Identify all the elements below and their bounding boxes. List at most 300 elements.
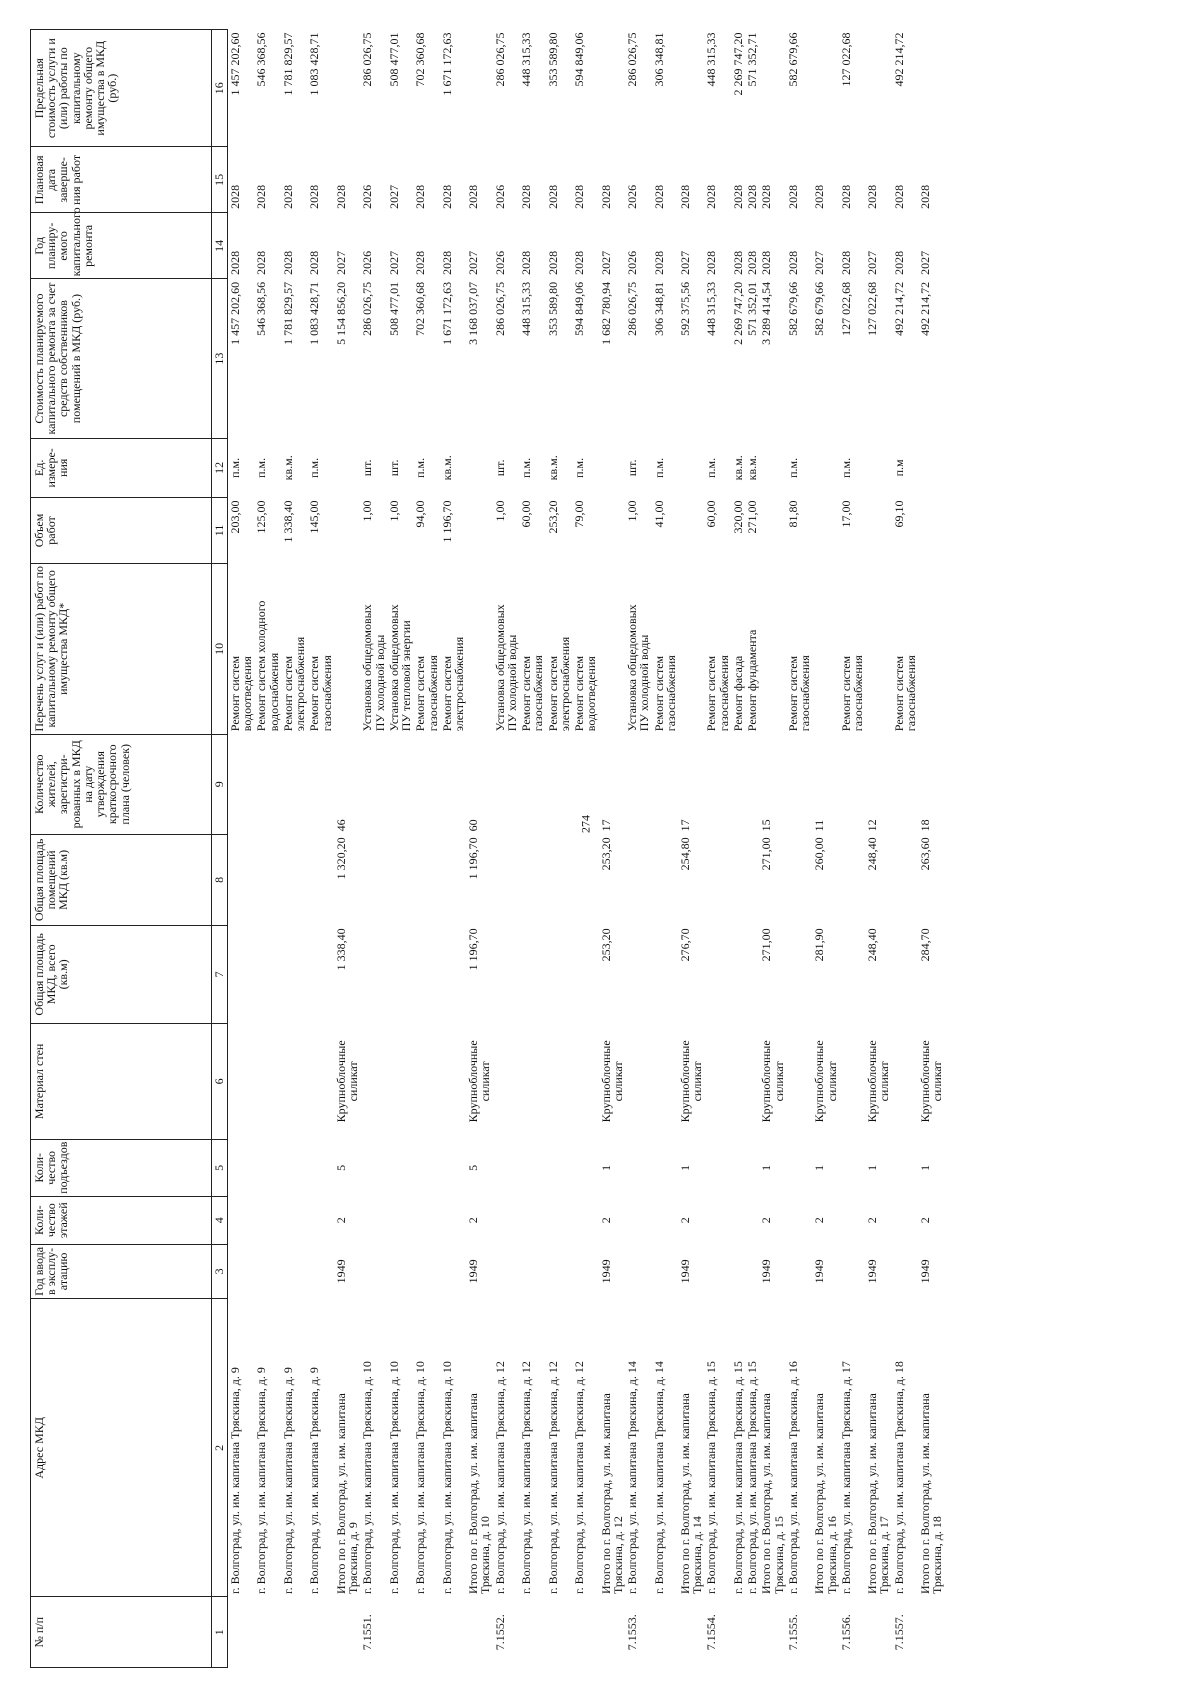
column-number-1: 1 <box>212 1597 228 1668</box>
cell-line: газоснабжения <box>903 655 918 732</box>
cell-line: Тряскина, д. 14 <box>690 1516 705 1594</box>
cell-c3 <box>625 1244 651 1299</box>
cell-c15: 2028 <box>785 184 800 209</box>
cell-c6 <box>918 1023 944 1139</box>
cell-c6 <box>745 1023 759 1139</box>
cell-c5: 1 <box>598 1164 613 1171</box>
cell-c1 <box>413 1597 439 1668</box>
cell-line: ПУ тепловой энергии <box>399 620 414 732</box>
cell-c8 <box>440 834 466 925</box>
cell-c16: 448 315,33 <box>704 32 719 87</box>
cell-line: г. Волгоград, ул. им. капитана Тряскина, д. 9 <box>254 1367 269 1594</box>
cell-c15: 2028 <box>651 184 666 209</box>
cell-c4 <box>625 1196 651 1244</box>
cell-c9 <box>281 734 307 834</box>
cell-c5: 1 <box>812 1164 827 1171</box>
cell-c16 <box>759 30 785 147</box>
cell-c5 <box>745 1139 759 1196</box>
cell-c1 <box>334 1597 360 1668</box>
cell-c6 <box>704 1023 730 1139</box>
cell-line: газоснабжения <box>531 655 546 732</box>
column-header-6: Материал стен <box>31 1023 212 1139</box>
column-number-3: 3 <box>212 1244 228 1299</box>
cell-c2 <box>254 1299 280 1597</box>
cell-c2 <box>387 1299 413 1597</box>
column-header-12: Ед. измере-ния <box>31 438 212 497</box>
cell-c12 <box>865 438 891 497</box>
table-row <box>413 30 439 1668</box>
cell-c11 <box>599 497 625 563</box>
cell-c14: 2028 <box>759 250 774 275</box>
cell-c15: 2028 <box>865 184 880 209</box>
cell-c1 <box>865 1597 891 1668</box>
cell-line: Ремонт систем <box>307 655 322 732</box>
cell-c15: 2028 <box>466 184 481 209</box>
cell-c3 <box>307 1244 333 1299</box>
cell-line: Итого по г. Волгоград, ул. им. капитана <box>812 1393 827 1594</box>
cell-line: Ремонт систем <box>439 655 454 732</box>
cell-line: г. Волгоград, ул. им. капитана Тряскина, д. 18 <box>891 1361 906 1594</box>
cell-c12: кв.м. <box>730 455 745 481</box>
cell-c7 <box>892 925 918 1023</box>
cell-line: газоснабжения <box>663 655 678 732</box>
cell-line: силикат <box>771 1061 786 1102</box>
cell-c6 <box>493 1023 519 1139</box>
cell-c15: 2028 <box>891 184 906 209</box>
cell-c4 <box>440 1196 466 1244</box>
cell-c6 <box>865 1023 891 1139</box>
cell-c1 <box>228 1597 255 1668</box>
cell-c4 <box>786 1196 812 1244</box>
cell-c9 <box>360 734 386 834</box>
cell-c5 <box>387 1139 413 1196</box>
cell-c5 <box>625 1139 651 1196</box>
cell-line: Крупноблочные <box>918 1040 933 1123</box>
cell-c8 <box>228 834 255 925</box>
cell-c7 <box>493 925 519 1023</box>
cell-c2 <box>678 1299 704 1597</box>
cell-c2 <box>786 1299 812 1597</box>
cell-c13: 546 368,56 <box>254 281 269 336</box>
cell-c14: 2028 <box>519 250 534 275</box>
cell-c1 <box>572 1597 598 1668</box>
cell-line: Установка общедомовых <box>492 604 507 732</box>
cell-line: ПУ холодной воды <box>372 634 387 732</box>
cell-c16 <box>865 30 891 147</box>
cell-c4 <box>652 1196 678 1244</box>
table-row <box>493 30 519 1668</box>
cell-c11: 81,80 <box>785 500 800 528</box>
table-row <box>228 30 255 1668</box>
column-header-15: Плановая дата заверше-ния работ <box>31 147 212 213</box>
cell-c14: 2027 <box>865 250 880 275</box>
cell-c14: 2027 <box>333 250 348 275</box>
cell-c13: 3 168 037,07 <box>466 281 481 345</box>
cell-c4: 2 <box>865 1217 880 1224</box>
cell-line: электроснабжения <box>451 636 466 732</box>
cell-c12: кв.м. <box>545 455 560 481</box>
cell-c9: 15 <box>759 819 774 832</box>
cell-c14: 2027 <box>677 250 692 275</box>
cell-line: г. Волгоград, ул. им. капитана Тряскина, д. 14 <box>651 1361 666 1594</box>
cell-c15: 2028 <box>519 184 534 209</box>
cell-c3: 1949 <box>466 1259 481 1284</box>
cell-c6 <box>281 1023 307 1139</box>
cell-c16: 286 026,75 <box>625 32 640 87</box>
cell-c14: 2026 <box>492 250 507 275</box>
cell-c1 <box>678 1597 704 1668</box>
cell-line: электроснабжения <box>293 636 308 732</box>
cell-c1 <box>519 1597 545 1668</box>
column-number-16: 16 <box>212 30 228 147</box>
cell-c8 <box>652 834 678 925</box>
column-number-6: 6 <box>212 1023 228 1139</box>
cell-c7 <box>572 925 598 1023</box>
header-row <box>31 30 212 1668</box>
cell-c7 <box>546 925 572 1023</box>
cell-c12: п.м <box>891 459 906 477</box>
table-row <box>307 30 333 1668</box>
cell-line: силикат <box>610 1061 625 1102</box>
cell-c10 <box>812 563 838 734</box>
cell-c7 <box>440 925 466 1023</box>
cell-c7 <box>413 925 439 1023</box>
cell-c14: 2028 <box>891 250 906 275</box>
cell-c2 <box>334 1299 360 1597</box>
cell-c14: 2028 <box>545 250 560 275</box>
table-row <box>546 30 572 1668</box>
cell-c10 <box>786 563 812 734</box>
cell-c13: 1 682 780,94 <box>598 281 613 345</box>
cell-c13: 1 083 428,71 <box>307 281 322 345</box>
cell-c7 <box>281 925 307 1023</box>
cell-c8 <box>493 834 519 925</box>
cell-line: ПУ холодной воды <box>504 634 519 732</box>
cell-c12: п.м. <box>254 457 269 478</box>
cell-c1: 7.1556. <box>838 1614 853 1651</box>
column-header-2: Адрес МКД <box>31 1299 212 1597</box>
cell-c14: 2027 <box>386 250 401 275</box>
cell-c14: 2028 <box>439 250 454 275</box>
cell-line: газоснабжения <box>851 655 866 732</box>
cell-c2 <box>918 1299 944 1597</box>
cell-c15: 2028 <box>254 184 269 209</box>
cell-c6 <box>572 1023 598 1139</box>
cell-c14: 2028 <box>254 250 269 275</box>
cell-c6 <box>759 1023 785 1139</box>
cell-c16 <box>466 30 492 147</box>
cell-c9 <box>546 734 572 834</box>
table-row <box>731 30 745 1668</box>
cell-c6 <box>892 1023 918 1139</box>
cell-c8 <box>281 834 307 925</box>
table-row <box>572 30 598 1668</box>
cell-c10 <box>307 563 333 734</box>
cell-c7 <box>652 925 678 1023</box>
cell-line: Крупноблочные <box>333 1040 348 1123</box>
rotated-table-container <box>30 29 1170 1668</box>
cell-line: Ремонт систем <box>545 655 560 732</box>
cell-line: Итого по г. Волгоград, ул. им. капитана <box>918 1393 933 1594</box>
cell-c14: 2028 <box>413 250 428 275</box>
cell-c8 <box>745 834 759 925</box>
cell-c14: 2028 <box>785 250 800 275</box>
cell-c8 <box>572 834 598 925</box>
cell-c11: 145,00 <box>307 500 322 534</box>
column-number-4: 4 <box>212 1196 228 1244</box>
column-number-14: 14 <box>212 213 228 279</box>
cell-c15: 2026 <box>360 184 375 209</box>
table-row <box>918 30 944 1668</box>
cell-line: г. Волгоград, ул. им. капитана Тряскина, д. 15 <box>730 1361 745 1594</box>
cell-c8: 1 320,20 <box>333 837 348 880</box>
cell-c8 <box>413 834 439 925</box>
cell-line: Итого по г. Волгоград, ул. им. капитана <box>333 1393 348 1594</box>
cell-line: Итого по г. Волгоград, ул. им. капитана <box>677 1393 692 1594</box>
cell-c8 <box>546 834 572 925</box>
cell-line: г. Волгоград, ул. им. капитана Тряскина, д. 9 <box>228 1367 242 1594</box>
cell-c9 <box>892 734 918 834</box>
cell-c9: 17 <box>598 819 613 832</box>
cell-c14: 2028 <box>838 250 853 275</box>
cell-c9 <box>704 734 730 834</box>
table-row <box>759 30 785 1668</box>
cell-c2 <box>572 1299 598 1597</box>
cell-line: Итого по г. Волгоград, ул. им. капитана <box>865 1393 880 1594</box>
cell-c8 <box>254 834 280 925</box>
cell-c9 <box>652 734 678 834</box>
cell-c13: 594 849,06 <box>572 281 587 336</box>
cell-c5: 1 <box>865 1164 880 1171</box>
cell-c16 <box>334 30 360 147</box>
cell-c5 <box>228 1139 255 1196</box>
cell-c3 <box>228 1244 255 1299</box>
cell-c1: 7.1554. <box>704 1614 719 1651</box>
cell-c10 <box>839 563 865 734</box>
cell-c1: 7.1557. <box>891 1614 906 1651</box>
cell-c3: 1949 <box>333 1259 348 1284</box>
cell-c2 <box>704 1299 730 1597</box>
cell-line: Установка общедомовых <box>386 604 401 732</box>
cell-c11 <box>812 497 838 563</box>
cell-line: г. Волгоград, ул. им. капитана Тряскина, д. 10 <box>413 1361 428 1594</box>
cell-c4 <box>839 1196 865 1244</box>
cell-c15: 2028 <box>413 184 428 209</box>
cell-c14: 2027 <box>598 250 613 275</box>
cell-c9 <box>307 734 333 834</box>
column-header-8: Общая площадь помещений МКД (кв.м) <box>31 834 212 925</box>
cell-c5: 1 <box>677 1164 692 1171</box>
table-row <box>466 30 492 1668</box>
cell-c8 <box>360 834 386 925</box>
cell-c11: 1,00 <box>360 500 375 522</box>
cell-c2 <box>228 1299 255 1597</box>
page-number: 274 <box>578 815 593 833</box>
cell-c11: 320,00 <box>730 500 745 534</box>
column-header-1: № п/п <box>31 1597 212 1668</box>
cell-c3 <box>360 1244 386 1299</box>
cell-c2 <box>745 1299 759 1597</box>
cell-c9: 60 <box>466 819 481 832</box>
cell-c14: 2028 <box>280 250 295 275</box>
cell-c6 <box>652 1023 678 1139</box>
cell-c10 <box>865 563 891 734</box>
column-number-8: 8 <box>212 834 228 925</box>
cell-c2 <box>360 1299 386 1597</box>
cell-c11: 17,00 <box>838 500 853 528</box>
cell-c4: 2 <box>677 1217 692 1224</box>
cell-line: газоснабжения <box>798 655 813 732</box>
column-number-9: 9 <box>212 734 228 834</box>
cell-c11: 253,20 <box>545 500 560 534</box>
cell-line: силикат <box>478 1061 493 1102</box>
cell-line: Итого по г. Волгоград, ул. им. капитана <box>598 1393 613 1594</box>
cell-line: Ремонт систем <box>838 655 853 732</box>
cell-c16: 1 457 202,60 <box>228 32 242 96</box>
cell-line: г. Волгоград, ул. им. капитана Тряскина, д. 10 <box>386 1361 401 1594</box>
cell-c7 <box>839 925 865 1023</box>
table-row <box>360 30 386 1668</box>
cell-c11: 1,00 <box>625 500 640 522</box>
cell-c6 <box>254 1023 280 1139</box>
table-row <box>704 30 730 1668</box>
cell-c10 <box>281 563 307 734</box>
cell-c6 <box>625 1023 651 1139</box>
cell-line: Тряскина, д. 18 <box>930 1516 945 1594</box>
column-header-16: Предельная стоимость услуги и (или) работы по капитальному ремонту общего имущества в МКД (руб.) <box>31 30 212 147</box>
cell-c3 <box>572 1244 598 1299</box>
cell-c2 <box>839 1299 865 1597</box>
cell-c16: 582 679,66 <box>785 32 800 87</box>
cell-line: водоотведения <box>240 656 255 732</box>
cell-c4 <box>704 1196 730 1244</box>
cell-c8 <box>307 834 333 925</box>
cell-c1 <box>652 1597 678 1668</box>
cell-c13: 3 289 414,54 <box>759 281 774 345</box>
cell-c4: 2 <box>918 1217 933 1224</box>
cell-c8 <box>519 834 545 925</box>
column-number-row <box>212 30 228 1668</box>
cell-c14: 2028 <box>745 250 760 275</box>
cell-c13: 1 781 829,57 <box>280 281 295 345</box>
table-row <box>440 30 466 1668</box>
cell-line: Тряскина, д. 12 <box>610 1516 625 1594</box>
cell-line: г. Волгоград, ул. им. капитана Тряскина, д. 12 <box>519 1361 534 1594</box>
cell-c4 <box>254 1196 280 1244</box>
table-row <box>281 30 307 1668</box>
cell-c11 <box>865 497 891 563</box>
cell-c3: 1949 <box>598 1259 613 1284</box>
column-number-12: 12 <box>212 438 228 497</box>
cell-c6 <box>839 1023 865 1139</box>
cell-c12: шт. <box>625 459 640 477</box>
cell-line: Ремонт систем <box>413 655 428 732</box>
cell-c15: 2028 <box>228 184 242 209</box>
cell-c10 <box>228 563 255 734</box>
cell-c6 <box>812 1023 838 1139</box>
cell-c12 <box>466 438 492 497</box>
cell-c4 <box>892 1196 918 1244</box>
cell-c10 <box>466 563 492 734</box>
cell-c8: 1 196,70 <box>466 837 481 880</box>
cell-c10 <box>652 563 678 734</box>
capital-repair-table <box>30 29 945 1668</box>
cell-c8: 253,20 <box>598 837 613 871</box>
cell-c10 <box>731 563 745 734</box>
cell-c5 <box>440 1139 466 1196</box>
cell-c13: 492 214,72 <box>918 281 933 336</box>
cell-c7: 271,00 <box>759 928 774 962</box>
cell-c4 <box>281 1196 307 1244</box>
cell-line: силикат <box>690 1061 705 1102</box>
cell-c3 <box>387 1244 413 1299</box>
cell-c16 <box>812 30 838 147</box>
cell-c10 <box>678 563 704 734</box>
cell-c9 <box>228 734 255 834</box>
cell-line: Тряскина, д. 9 <box>346 1522 361 1594</box>
cell-c16: 508 477,01 <box>386 32 401 87</box>
cell-c10 <box>572 563 598 734</box>
cell-c7: 1 196,70 <box>466 928 481 971</box>
cell-c4 <box>519 1196 545 1244</box>
cell-line: ПУ холодной воды <box>637 634 652 732</box>
cell-c8 <box>786 834 812 925</box>
cell-c14: 2027 <box>918 250 933 275</box>
column-header-13: Стоимость планируемого капитального ремонта за счет средств собственников помещений в МКД (руб.) <box>31 279 212 438</box>
cell-c14: 2028 <box>651 250 666 275</box>
cell-c2 <box>625 1299 651 1597</box>
cell-c5 <box>281 1139 307 1196</box>
cell-c1: 7.1552. <box>492 1614 507 1651</box>
cell-c8 <box>731 834 745 925</box>
cell-c11: 1,00 <box>492 500 507 522</box>
column-header-7: Общая площадь МКД, всего (кв.м) <box>31 925 212 1023</box>
cell-line: г. Волгоград, ул. им. капитана Тряскина, д. 9 <box>307 1367 322 1594</box>
cell-c4 <box>572 1196 598 1244</box>
cell-c15: 2028 <box>838 184 853 209</box>
cell-c15: 2028 <box>307 184 322 209</box>
cell-c15: 2028 <box>677 184 692 209</box>
cell-c1 <box>254 1597 280 1668</box>
cell-c5: 5 <box>333 1164 348 1171</box>
cell-line: Ремонт фундамента <box>745 629 760 732</box>
cell-c10 <box>360 563 386 734</box>
cell-c13: 306 348,81 <box>651 281 666 336</box>
cell-c16: 448 315,33 <box>519 32 534 87</box>
cell-c9 <box>745 734 759 834</box>
cell-c15: 2028 <box>812 184 827 209</box>
cell-c9 <box>786 734 812 834</box>
cell-c5 <box>572 1139 598 1196</box>
cell-c15: 2028 <box>333 184 348 209</box>
cell-c13: 5 154 856,20 <box>333 281 348 345</box>
cell-c9 <box>839 734 865 834</box>
cell-c16: 594 849,06 <box>572 32 587 87</box>
cell-c12: кв.м. <box>439 455 454 481</box>
cell-c5 <box>307 1139 333 1196</box>
cell-c13: 582 679,66 <box>785 281 800 336</box>
cell-c12: кв.м. <box>745 455 760 481</box>
cell-c1: 7.1555. <box>785 1614 800 1651</box>
cell-c7 <box>625 925 651 1023</box>
cell-c7: 1 338,40 <box>333 928 348 971</box>
cell-c12: кв.м. <box>280 455 295 481</box>
cell-line: г. Волгоград, ул. им. капитана Тряскина, д. 9 <box>280 1367 295 1594</box>
cell-c5 <box>731 1139 745 1196</box>
cell-c4: 2 <box>598 1217 613 1224</box>
cell-line: г. Волгоград, ул. им. капитана Тряскина, д. 10 <box>439 1361 454 1594</box>
cell-line: Ремонт систем холодного <box>254 600 269 732</box>
